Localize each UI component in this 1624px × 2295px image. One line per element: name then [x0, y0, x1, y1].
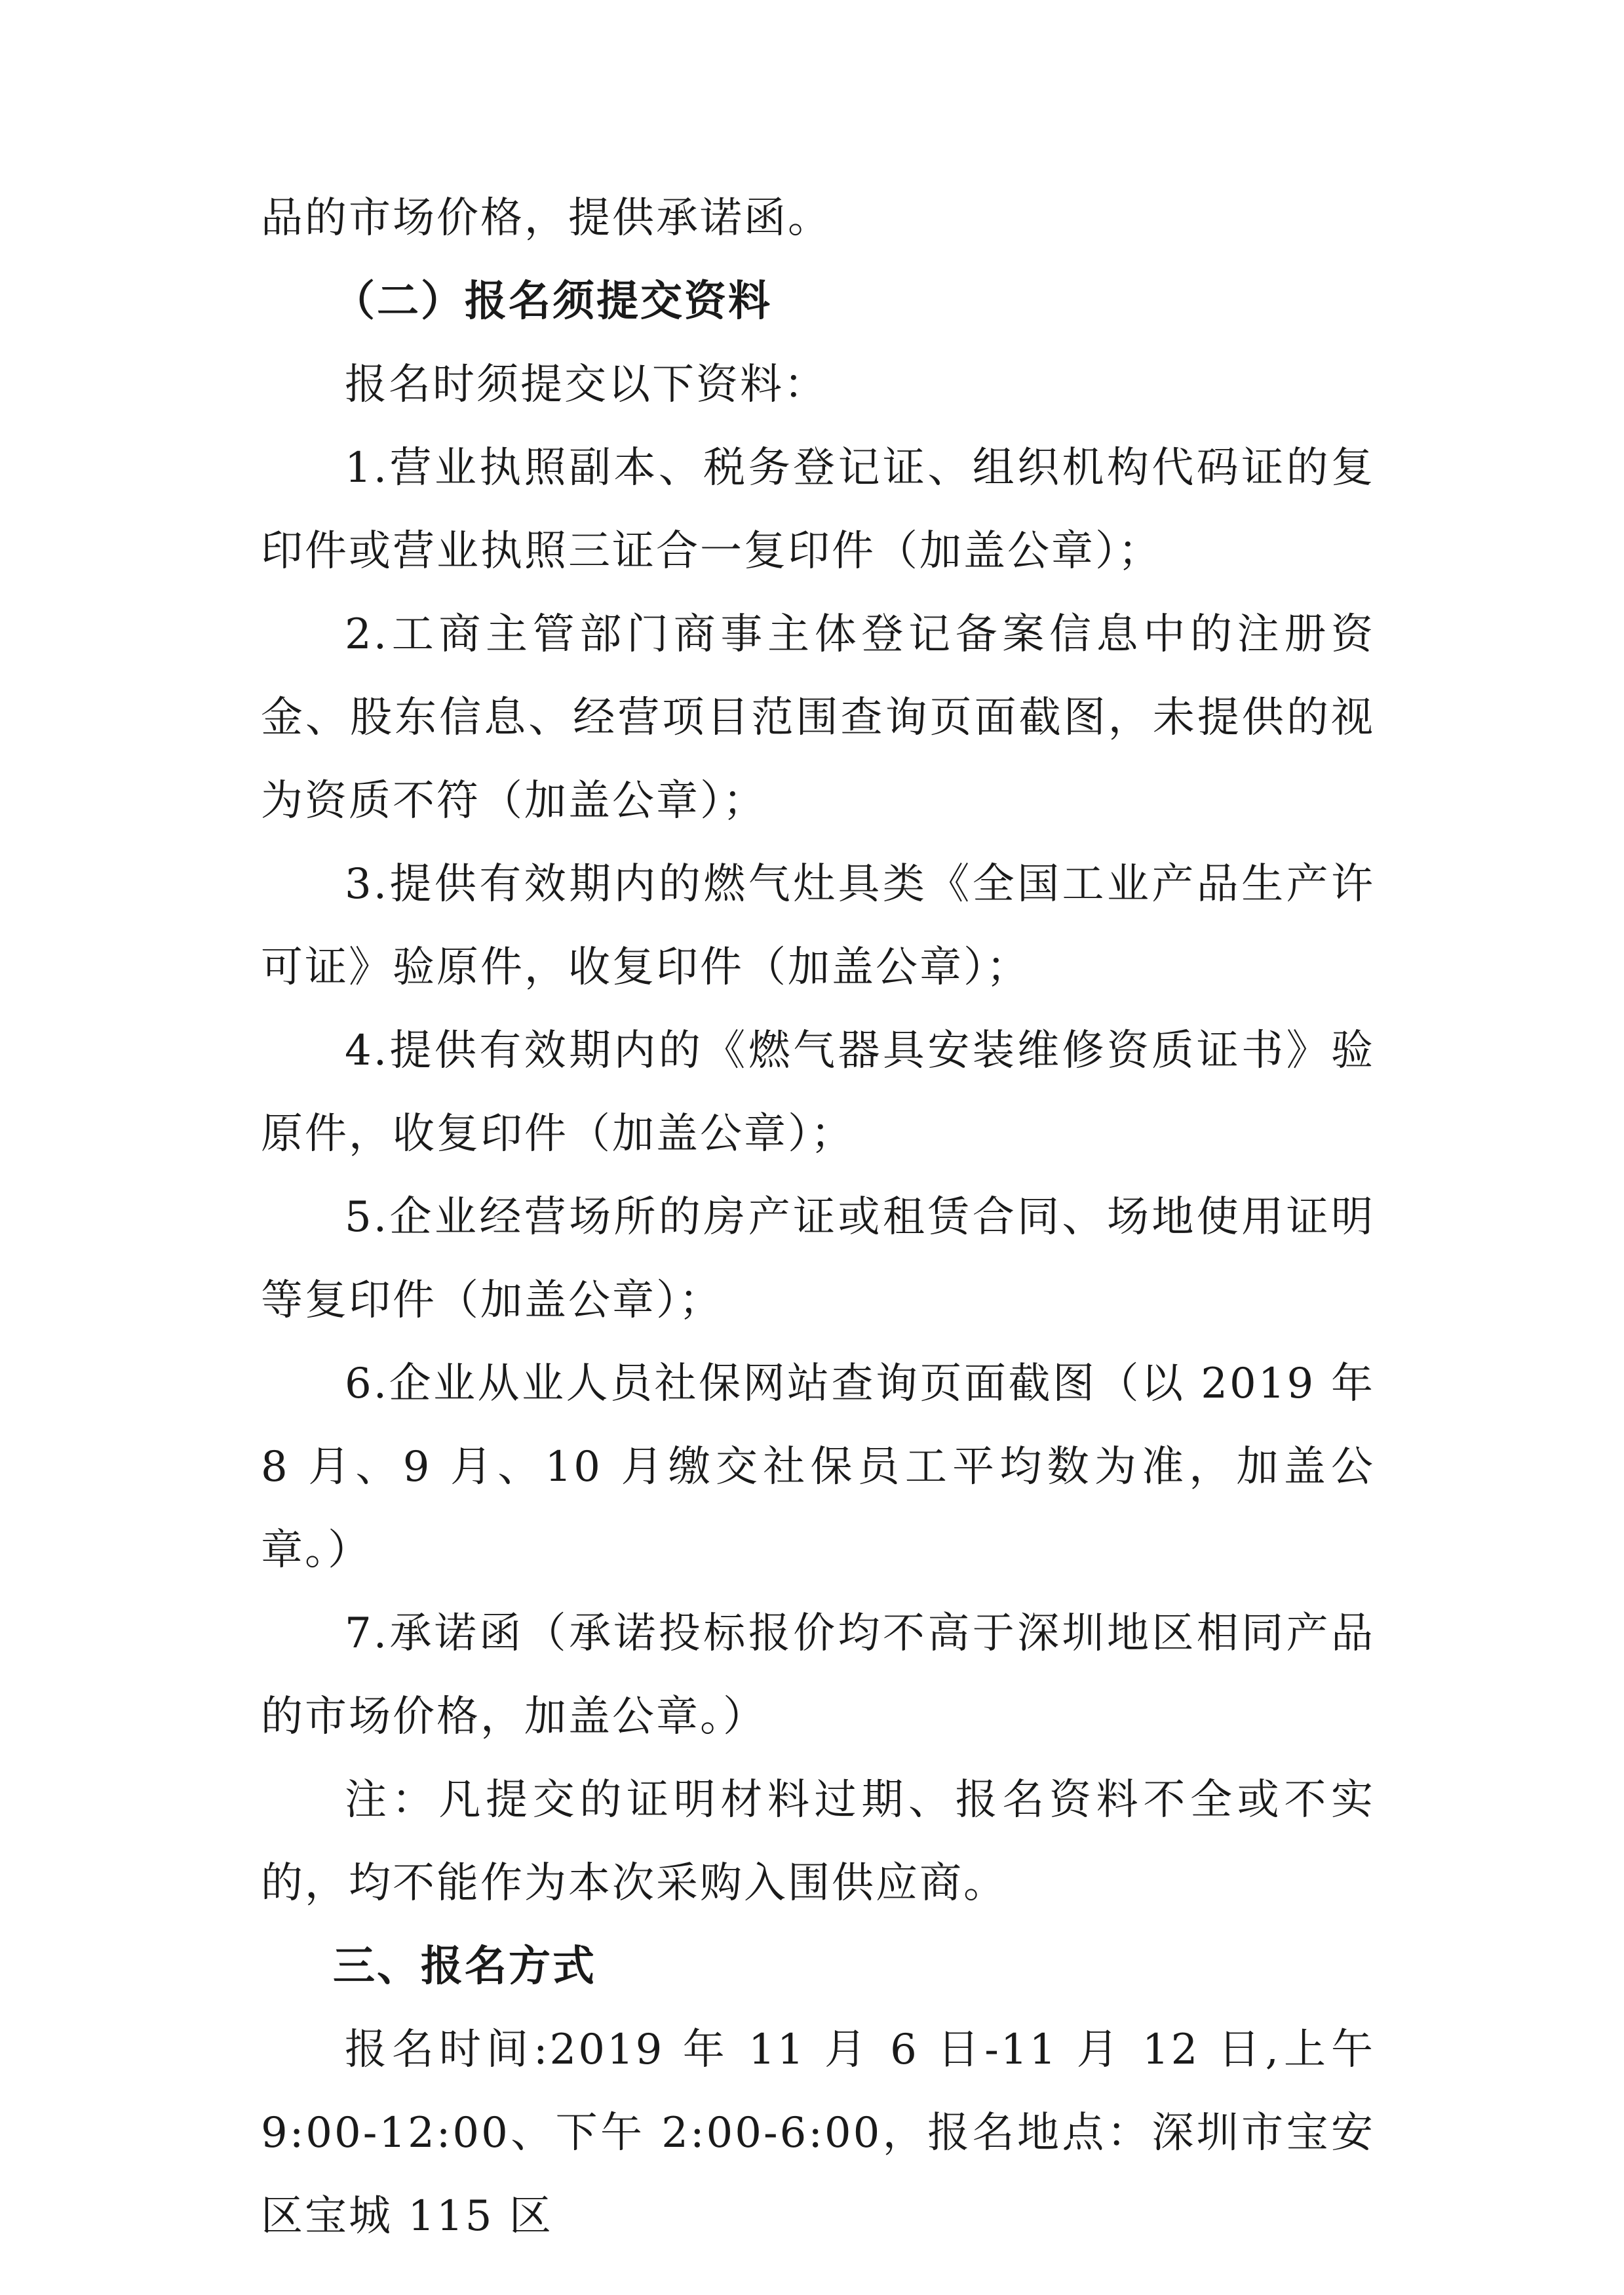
section-heading: 三、报名方式	[333, 1942, 596, 1991]
list-item-3: 3.提供有效期内的燃气灶具类《全国工业产品生产许可证》验原件，收复印件（加盖公章）；	[261, 860, 1375, 992]
note-paragraph: 注：凡提交的证明材料过期、报名资料不全或不实的，均不能作为本次采购入围供应商。	[261, 1776, 1375, 1908]
list-item-4: 4.提供有效期内的《燃气器具安装维修资质证书》验原件，收复印件（加盖公章）；	[261, 1027, 1375, 1158]
list-item-7: 7.承诺函（承诺投标报价均不高于深圳地区相同产品的市场价格，加盖公章。）	[261, 1609, 1375, 1741]
paragraph-intro: 报名时须提交以下资料：	[345, 361, 828, 409]
subsection-heading: （二）报名须提交资料	[333, 277, 772, 326]
paragraph-continuation: 品的市场价格，提供承诺函。	[261, 194, 832, 243]
list-item-2: 2.工商主管部门商事主体登记备案信息中的注册资金、股东信息、经营项目范围查询页面截图，未提供的视为资质不符（加盖公章）；	[261, 610, 1375, 825]
list-item-6: 6.企业从业人员社保网站查询页面截图（以 2019 年 8 月、9 月、10 月缴交社保员工平均数为准，加盖公章。）	[261, 1360, 1375, 1575]
list-item-5: 5.企业经营场所的房产证或租赁合同、场地使用证明等复印件（加盖公章）；	[261, 1193, 1375, 1325]
document-body	[261, 177, 1375, 2258]
registration-time-paragraph: 报名时间:2019 年 11 月 6 日-11 月 12 日,上午 9:00-12:00、下午 2:00-6:00，报名地点：深圳市宝安区宝城 115 区	[261, 2026, 1375, 2241]
list-item-1: 1.营业执照副本、税务登记证、组织机构代码证的复印件或营业执照三证合一复印件（加盖公章）；	[261, 444, 1375, 576]
